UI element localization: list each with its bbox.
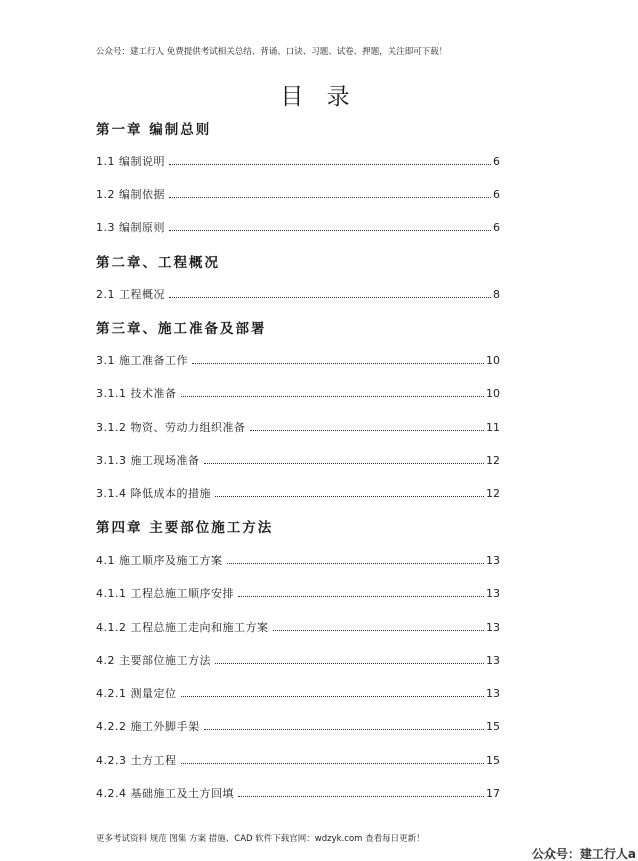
toc-title: 目 录: [280, 84, 358, 110]
toc-entry-page: 12: [486, 487, 500, 500]
toc-entry-label: 4.2.1 测量定位: [96, 687, 177, 700]
toc-entry-page: 12: [486, 454, 500, 467]
toc-entry-page: 13: [486, 621, 500, 634]
footer-note: 更多考试资料 规范 图集 方案 措施、CAD 软件下载官网：wdzyk.com 查看每日更新！: [96, 834, 425, 844]
dot-leader: [204, 463, 485, 464]
toc-entry-page: 15: [486, 754, 500, 767]
dot-leader: [238, 796, 484, 797]
toc-entry-label: 3.1.1 技术准备: [96, 387, 177, 400]
toc-entry[interactable]: [96, 685, 500, 701]
watermark: 公众号：建工行人a: [531, 847, 636, 861]
toc-entry[interactable]: [96, 718, 500, 734]
toc-entry-label: 3.1 施工准备工作: [96, 354, 188, 367]
toc-entry[interactable]: [96, 219, 500, 235]
toc-entry[interactable]: [96, 385, 500, 401]
dot-leader: [215, 496, 484, 497]
toc-entry[interactable]: [96, 752, 500, 768]
toc-entry-page: 10: [486, 354, 500, 367]
toc-entry[interactable]: [96, 485, 500, 501]
dot-leader: [181, 763, 485, 764]
dot-leader: [181, 396, 485, 397]
toc-entry-label: 4.1.2 工程总施工走向和施工方案: [96, 621, 269, 634]
toc-entry-label: 3.1.2 物资、劳动力组织准备: [96, 421, 246, 434]
toc-entry-label: 4.1 施工顺序及施工方案: [96, 554, 223, 567]
toc-entry-page: 17: [486, 787, 500, 800]
dot-leader: [250, 430, 485, 431]
dot-leader: [227, 563, 485, 564]
toc-entry-label: 4.1.1 工程总施工顺序安排: [96, 587, 234, 600]
toc-entry[interactable]: [96, 153, 500, 169]
dot-leader: [169, 164, 491, 165]
dot-leader: [169, 230, 491, 231]
table-of-contents: [96, 0, 500, 861]
header-note: 公众号：建工行人 免费提供考试相关总结、背诵、口诀、习题、试卷、押题，关注即可下载！: [96, 47, 448, 57]
toc-entry[interactable]: [96, 619, 500, 635]
toc-entry-label: 4.2.4 基础施工及土方回填: [96, 787, 234, 800]
toc-entry-label: 4.2.2 施工外脚手架: [96, 720, 200, 733]
toc-entry-label: 1.1 编制说明: [96, 155, 165, 168]
toc-entry-label: 4.2 主要部位施工方法: [96, 654, 211, 667]
toc-entry-page: 6: [493, 221, 500, 234]
toc-entry-label: 1.2 编制依据: [96, 188, 165, 201]
toc-entry[interactable]: [96, 352, 500, 368]
chapter-heading: 第二章、工程概况: [96, 255, 220, 271]
toc-entry-label: 3.1.3 施工现场准备: [96, 454, 200, 467]
dot-leader: [204, 729, 485, 730]
chapter-heading: 第四章 主要部位施工方法: [96, 520, 274, 536]
toc-entry-page: 10: [486, 387, 500, 400]
toc-entry-page: 6: [493, 155, 500, 168]
toc-entry[interactable]: [96, 452, 500, 468]
toc-entry-page: 13: [486, 687, 500, 700]
toc-entry-page: 6: [493, 188, 500, 201]
toc-entry-page: 8: [493, 288, 500, 301]
chapter-heading: 第一章 编制总则: [96, 122, 212, 138]
toc-entry[interactable]: [96, 419, 500, 435]
dot-leader: [181, 696, 485, 697]
toc-entry-page: 11: [486, 421, 500, 434]
toc-entry-page: 13: [486, 654, 500, 667]
toc-entry[interactable]: [96, 552, 500, 568]
dot-leader: [169, 297, 491, 298]
toc-entry-page: 13: [486, 554, 500, 567]
chapter-heading: 第三章、施工准备及部署: [96, 321, 267, 337]
toc-entry-label: 1.3 编制原则: [96, 221, 165, 234]
dot-leader: [215, 663, 484, 664]
toc-entry-page: 15: [486, 720, 500, 733]
toc-entry-page: 13: [486, 587, 500, 600]
toc-entry-label: 4.2.3 土方工程: [96, 754, 177, 767]
toc-entry-label: 2.1 工程概况: [96, 288, 165, 301]
dot-leader: [273, 630, 485, 631]
dot-leader: [238, 596, 484, 597]
toc-entry[interactable]: [96, 652, 500, 668]
toc-entry[interactable]: [96, 785, 500, 801]
toc-entry-label: 3.1.4 降低成本的措施: [96, 487, 211, 500]
toc-entry[interactable]: [96, 585, 500, 601]
toc-entry[interactable]: [96, 286, 500, 302]
dot-leader: [192, 363, 484, 364]
toc-entry[interactable]: [96, 186, 500, 202]
dot-leader: [169, 197, 491, 198]
